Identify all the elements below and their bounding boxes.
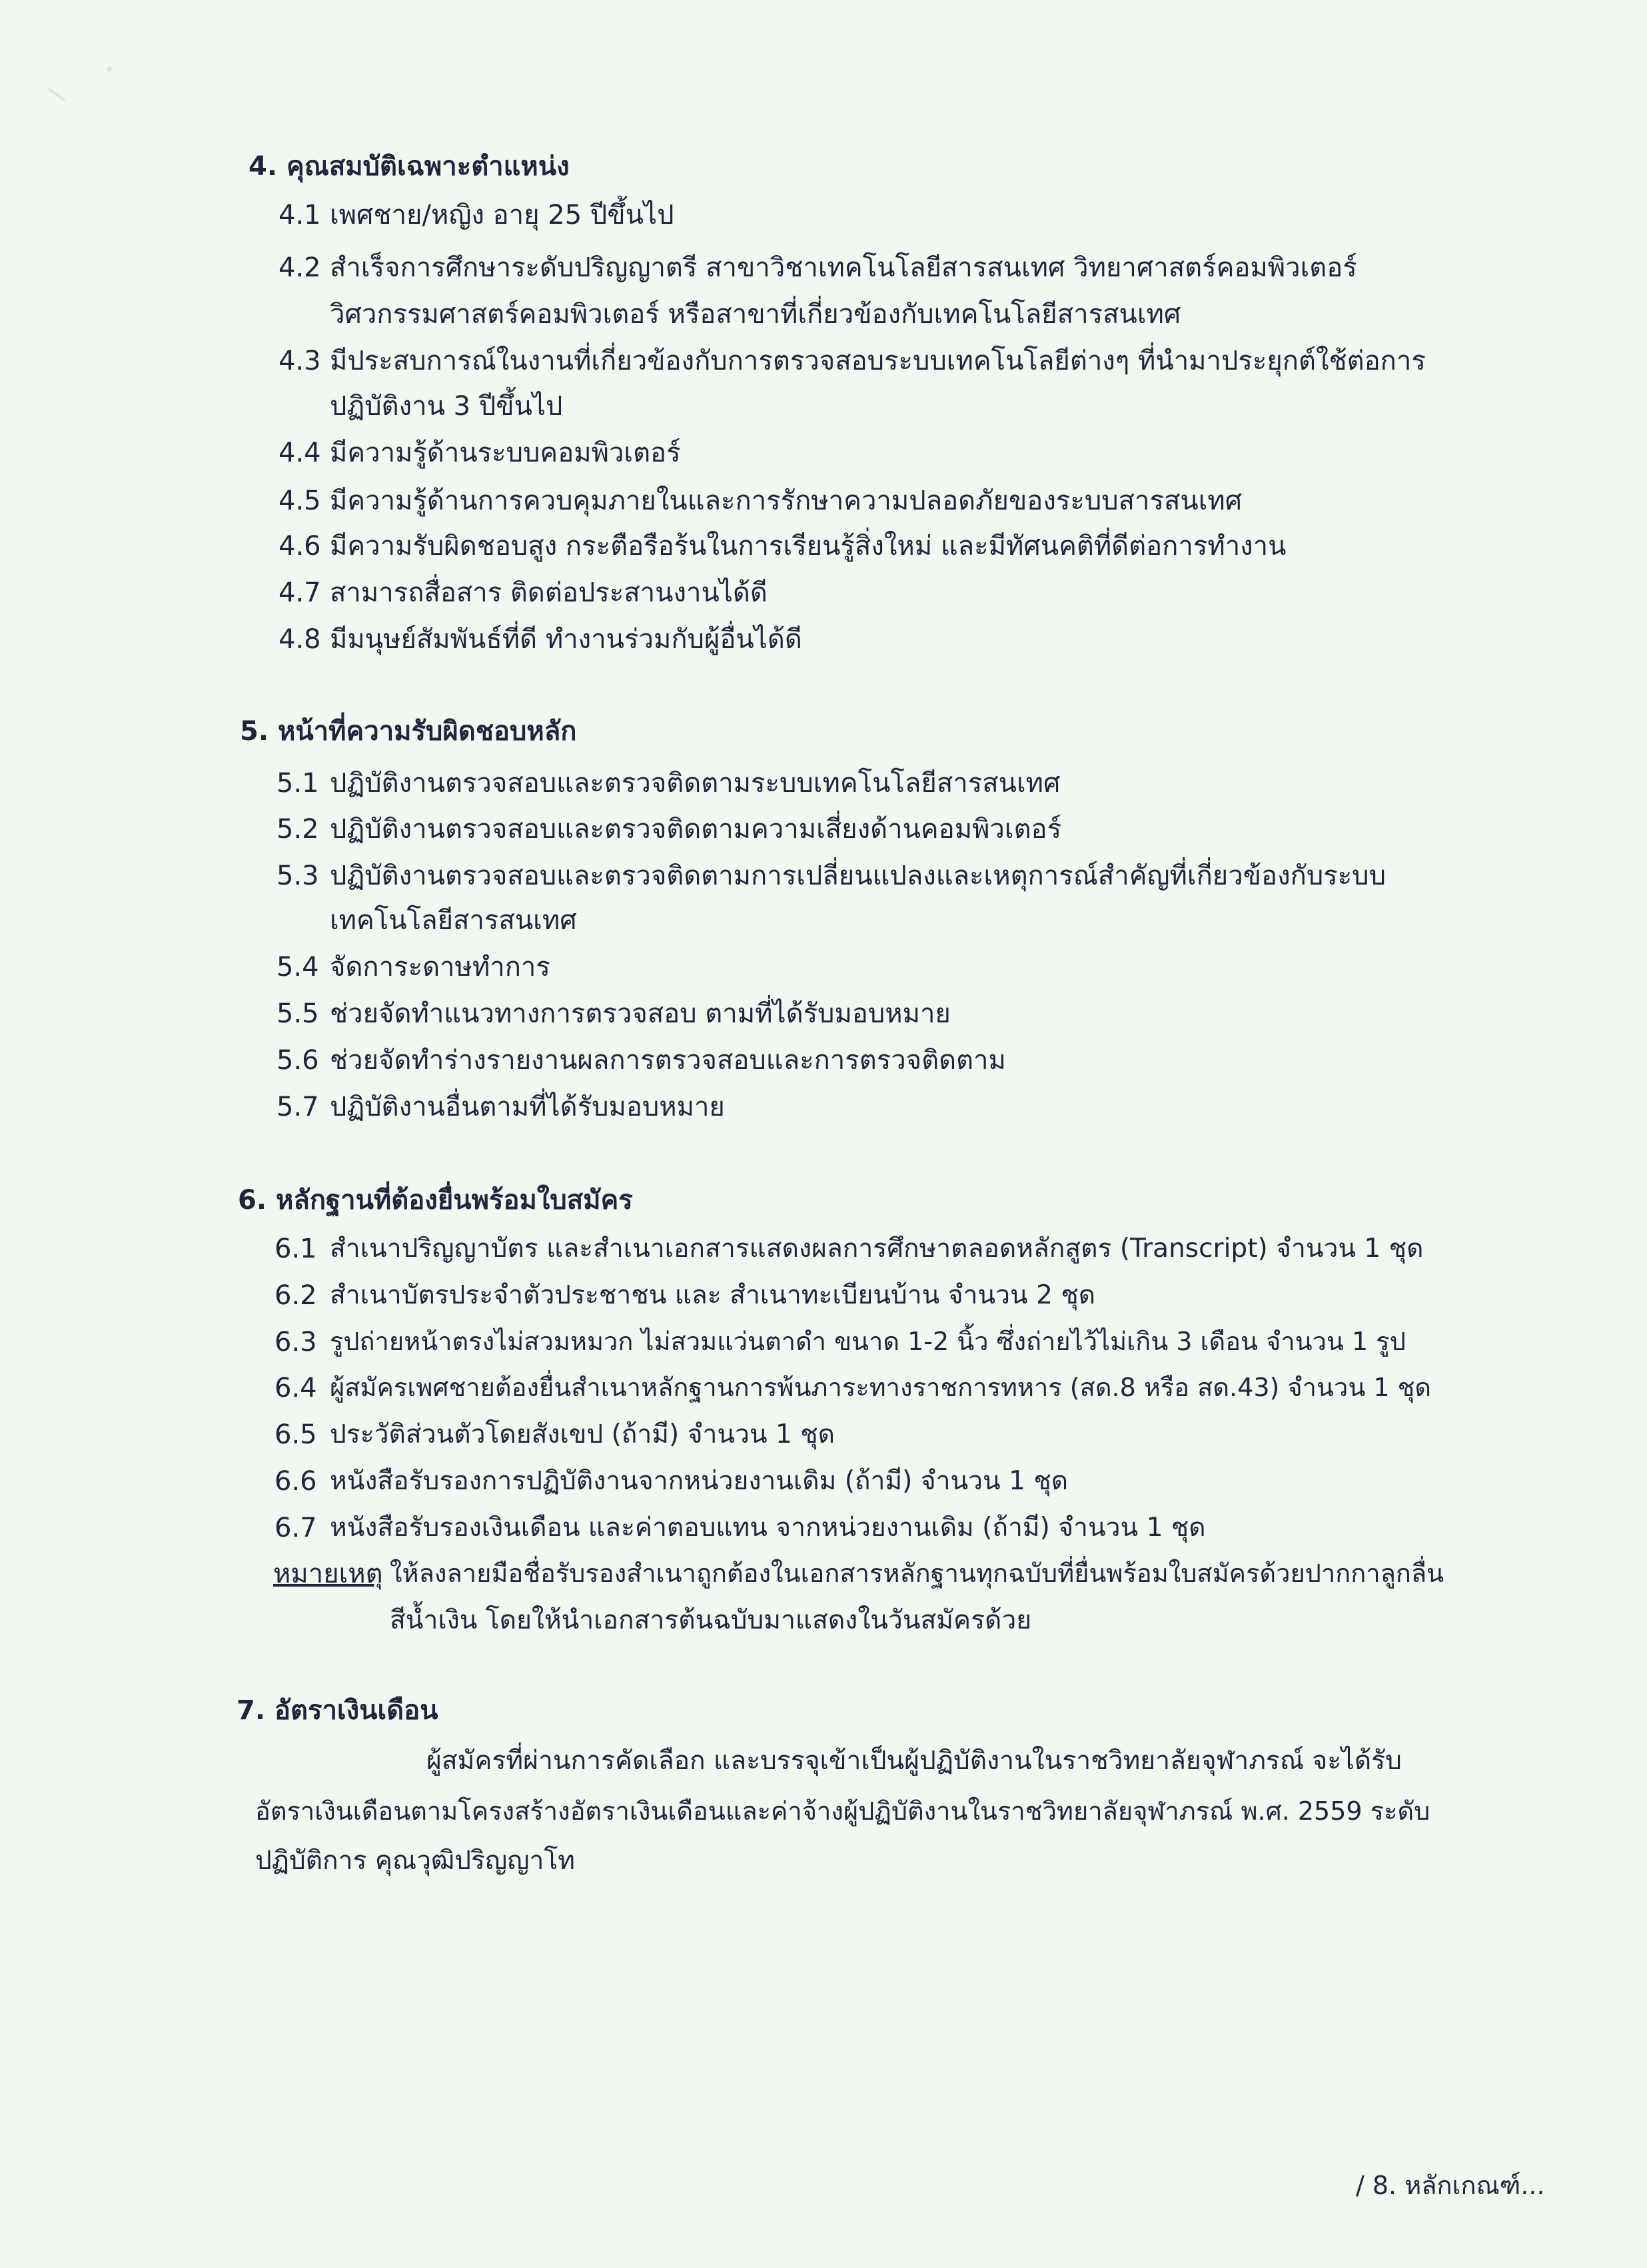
item-text: มีมนุษย์สัมพันธ์ที่ดี ทำงานร่วมกับผู้อื่นได้ดี — [330, 624, 802, 655]
paragraph-line: ปฏิบัติการ คุณวุฒิปริญญาโท — [255, 1846, 575, 1876]
item-text: ปฏิบัติงานตรวจสอบและตรวจติดตามระบบเทคโนโลยีสารสนเทศ — [330, 768, 1061, 799]
section-4-heading: 4. คุณสมบัติเฉพาะตำแหน่ง — [249, 151, 570, 182]
item-text: รูปถ่ายหน้าตรงไม่สวมหมวก ไม่สวมแว่นตาดำ ขนาด 1-2 นิ้ว ซึ่งถ่ายไว้ไม่เกิน 3 เดือน จำนวน 1 รูป — [330, 1327, 1406, 1356]
item-number: 4.7 — [278, 577, 321, 608]
item-number: 6.2 — [274, 1280, 317, 1311]
item-text: สำเนาปริญญาบัตร และสำเนาเอกสารแสดงผลการศึกษาตลอดหลักสูตร (Transcript) จำนวน 1 ชุด — [330, 1234, 1424, 1264]
item-text: ปฏิบัติงาน 3 ปีขึ้นไป — [330, 391, 563, 422]
item-number: 4.5 — [278, 486, 321, 516]
item-text: เพศชาย/หญิง อายุ 25 ปีขึ้นไป — [330, 200, 674, 230]
item-text: หนังสือรับรองการปฏิบัติงานจากหน่วยงานเดิม (ถ้ามี) จำนวน 1 ชุด — [330, 1466, 1069, 1496]
item-number: 6.7 — [274, 1513, 317, 1543]
item-number: 4.8 — [278, 624, 321, 655]
item-number: 6.1 — [274, 1234, 317, 1264]
item-number: 5.5 — [276, 998, 319, 1029]
item-number: 4.1 — [278, 200, 321, 230]
item-text: เทคโนโลยีสารสนเทศ — [330, 905, 577, 936]
item-number: 5.1 — [276, 768, 319, 799]
scan-speck — [48, 88, 66, 101]
item-text: ประวัติส่วนตัวโดยสังเขป (ถ้ามี) จำนวน 1 ชุด — [330, 1419, 835, 1449]
item-text: ช่วยจัดทำร่างรายงานผลการตรวจสอบและการตรวจติดตาม — [330, 1045, 1006, 1076]
page-continuation: / 8. หลักเกณฑ์... — [1356, 2171, 1545, 2200]
item-text: ปฏิบัติงานอื่นตามที่ได้รับมอบหมาย — [330, 1092, 725, 1122]
item-text: สามารถสื่อสาร ติดต่อประสานงานได้ดี — [330, 577, 768, 608]
item-number: 5.2 — [276, 814, 319, 845]
item-number: 5.3 — [276, 861, 319, 891]
item-text: จัดการะดาษทำการ — [330, 952, 550, 982]
item-text: หนังสือรับรองเงินเดือน และค่าตอบแทน จากหน่วยงานเดิม (ถ้ามี) จำนวน 1 ชุด — [330, 1513, 1206, 1543]
item-text: มีความรู้ด้านระบบคอมพิวเตอร์ — [330, 438, 681, 468]
note-text: ให้ลงลายมือชื่อรับรองสำเนาถูกต้องในเอกสารหลักฐานทุกฉบับที่ยื่นพร้อมใบสมัครด้วยปากกาลูกลื่น — [390, 1559, 1444, 1588]
item-text: วิศวกรรมศาสตร์คอมพิวเตอร์ หรือสาขาที่เกี่ยวข้องกับเทคโนโลยีสารสนเทศ — [330, 299, 1181, 330]
item-text: มีความรู้ด้านการควบคุมภายในและการรักษาความปลอดภัยของระบบสารสนเทศ — [330, 486, 1243, 516]
item-number: 6.3 — [274, 1327, 317, 1357]
item-text: สำเร็จการศึกษาระดับปริญญาตรี สาขาวิชาเทคโนโลยีสารสนเทศ วิทยาศาสตร์คอมพิวเตอร์ — [330, 252, 1357, 283]
item-text: ช่วยจัดทำแนวทางการตรวจสอบ ตามที่ได้รับมอบหมาย — [330, 998, 951, 1029]
scan-speck — [107, 67, 112, 72]
section-7-heading: 7. อัตราเงินเดือน — [237, 1695, 438, 1726]
item-number: 6.6 — [274, 1466, 317, 1497]
item-number: 4.2 — [278, 252, 321, 283]
paragraph-line: อัตราเงินเดือนตามโครงสร้างอัตราเงินเดือนและค่าจ้างผู้ปฏิบัติงานในราชวิทยาลัยจุฬาภรณ์ พ.ศ. 2559 ระดับ — [255, 1796, 1430, 1826]
section-5-heading: 5. หน้าที่ความรับผิดชอบหลัก — [240, 716, 577, 747]
item-text: สำเนาบัตรประจำตัวประชาชน และ สำเนาทะเบียนบ้าน จำนวน 2 ชุด — [330, 1280, 1096, 1310]
note-label: หมายเหตุ — [273, 1559, 383, 1589]
item-text: มีความรับผิดชอบสูง กระตือรือร้นในการเรียนรู้สิ่งใหม่ และมีทัศนคติที่ดีต่อการทำงาน — [330, 531, 1287, 562]
item-number: 4.3 — [278, 346, 321, 376]
item-number: 5.6 — [276, 1045, 319, 1076]
item-text: ผู้สมัครเพศชายต้องยื่นสำเนาหลักฐานการพ้นภาระทางราชการทหาร (สด.8 หรือ สด.43) จำนวน 1 ชุด — [330, 1373, 1432, 1402]
item-text: ปฏิบัติงานตรวจสอบและตรวจติดตามความเสี่ยงด้านคอมพิวเตอร์ — [330, 814, 1062, 845]
item-number: 4.6 — [278, 531, 321, 562]
item-number: 5.4 — [276, 952, 319, 982]
item-text: ปฏิบัติงานตรวจสอบและตรวจติดตามการเปลี่ยนแปลงและเหตุการณ์สำคัญที่เกี่ยวข้องกับระบบ — [330, 861, 1386, 891]
section-6-heading: 6. หลักฐานที่ต้องยื่นพร้อมใบสมัคร — [238, 1185, 633, 1216]
item-number: 4.4 — [278, 438, 321, 468]
item-number: 6.5 — [274, 1419, 317, 1450]
item-number: 5.7 — [276, 1092, 319, 1122]
item-text: มีประสบการณ์ในงานที่เกี่ยวข้องกับการตรวจสอบระบบเทคโนโลยีต่างๆ ที่นำมาประยุกต์ใช้ต่อการ — [330, 346, 1426, 376]
paragraph-line: ผู้สมัครที่ผ่านการคัดเลือก และบรรจุเข้าเป็นผู้ปฏิบัติงานในราชวิทยาลัยจุฬาภรณ์ จะได้รับ — [426, 1746, 1402, 1776]
note-text: สีน้ำเงิน โดยให้นำเอกสารต้นฉบับมาแสดงในวันสมัครด้วย — [390, 1605, 1032, 1635]
item-number: 6.4 — [274, 1373, 317, 1403]
